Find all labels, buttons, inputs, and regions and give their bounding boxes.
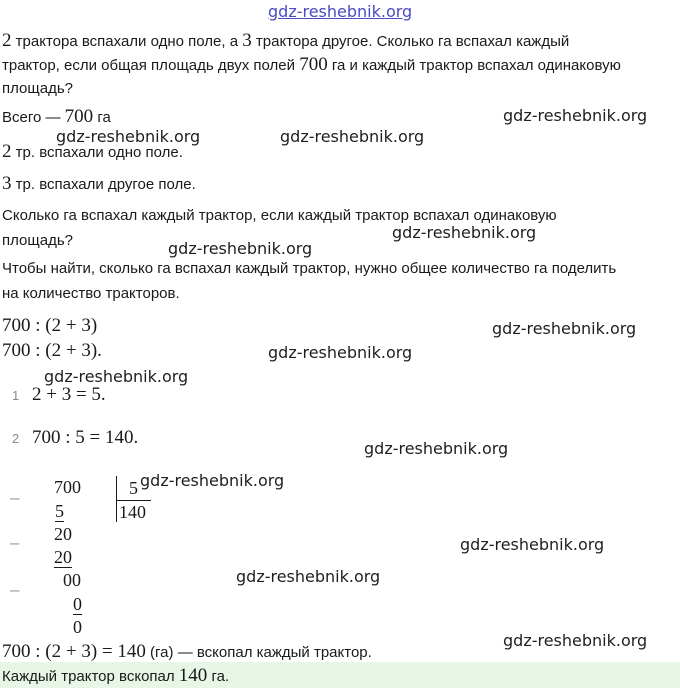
condition-field-2 [2, 173, 196, 195]
subtrahend: 0 [73, 594, 82, 614]
watermark: gdz-reshebnik.org [280, 127, 425, 146]
text: трактор, если общая площадь двух полей [2, 57, 300, 74]
watermark: gdz-reshebnik.org [460, 535, 605, 554]
watermark: gdz-reshebnik.org [392, 223, 537, 242]
number: 3 [242, 30, 252, 51]
division-bracket-vertical [116, 476, 117, 522]
watermark: gdz-reshebnik.org [503, 631, 648, 650]
result-expression: 700 : (2 + 3) = 140 [2, 641, 146, 662]
minus-sign: – [10, 488, 20, 507]
subtrahend: 20 [54, 547, 72, 567]
watermark: gdz-reshebnik.org [56, 127, 201, 146]
quotient: 140 [119, 502, 146, 522]
step-number: 1 [12, 388, 20, 403]
minus-sign: – [10, 580, 20, 599]
method-line-2: на количество тракторов. [2, 285, 180, 302]
question-line-2: площадь? [2, 232, 73, 249]
step-number: 2 [12, 431, 20, 446]
division-bracket-horizontal [117, 500, 151, 501]
result-text: — вскопал каждый трактор. [173, 644, 372, 661]
watermark: gdz-reshebnik.org [140, 471, 285, 490]
text: га и каждый трактор вспахал одинаковую [327, 57, 621, 74]
number: 2 [2, 141, 12, 162]
answer-text [2, 665, 229, 687]
division-row: 0 [73, 617, 82, 637]
division-row: 00 [63, 570, 81, 590]
text: Каждый трактор вскопал [2, 668, 179, 685]
step-text: 2 + 3 = 5. [32, 384, 106, 405]
number: 2 [2, 30, 12, 51]
step-text: 700 : 5 = 140. [32, 427, 139, 448]
number: 700 [64, 106, 94, 127]
result-unit: (га) [145, 644, 174, 661]
result-line [2, 641, 372, 663]
number: 140 [178, 665, 208, 686]
text: Всего — [2, 109, 65, 126]
condition-total [2, 106, 111, 128]
expression-2: 700 : (2 + 3). [2, 340, 102, 361]
watermark: gdz-reshebnik.org [168, 239, 313, 258]
division-row [55, 501, 64, 522]
watermark: gdz-reshebnik.org [364, 439, 509, 458]
division-row [54, 547, 72, 568]
minus-sign: – [10, 533, 20, 552]
divisor: 5 [129, 478, 138, 498]
text: трактора вспахали одно поле, а [11, 33, 243, 50]
method-line-1: Чтобы найти, сколько га вспахал каждый трактор, нужно общее количество га поделить [2, 260, 617, 277]
watermark: gdz-reshebnik.org [236, 567, 381, 586]
text: га. [207, 668, 230, 685]
division-row: 20 [54, 524, 72, 544]
question-line-1: Сколько га вспахал каждый трактор, если каждый трактор вспахал одинаковую [2, 207, 557, 224]
number: 3 [2, 173, 12, 194]
watermark: gdz-reshebnik.org [492, 319, 637, 338]
watermark: gdz-reshebnik.org [268, 343, 413, 362]
problem-line-1 [2, 30, 569, 52]
problem-line-2 [2, 54, 621, 76]
answer-box [0, 662, 680, 688]
text: тр. вспахали другое поле. [11, 176, 196, 193]
text: тр. вспахали одно поле. [11, 144, 183, 161]
dividend: 700 [54, 477, 81, 497]
watermark: gdz-reshebnik.org [44, 367, 189, 386]
subtrahend: 5 [55, 501, 64, 521]
watermark-top[interactable]: gdz-reshebnik.org [268, 2, 413, 21]
text: га [93, 109, 111, 126]
expression-1: 700 : (2 + 3) [2, 315, 98, 336]
problem-line-3: площадь? [2, 80, 73, 97]
watermark: gdz-reshebnik.org [503, 106, 648, 125]
number: 700 [299, 54, 328, 75]
text: трактора другое. Сколько га вспахал каждый [251, 33, 570, 50]
division-row [73, 594, 82, 615]
